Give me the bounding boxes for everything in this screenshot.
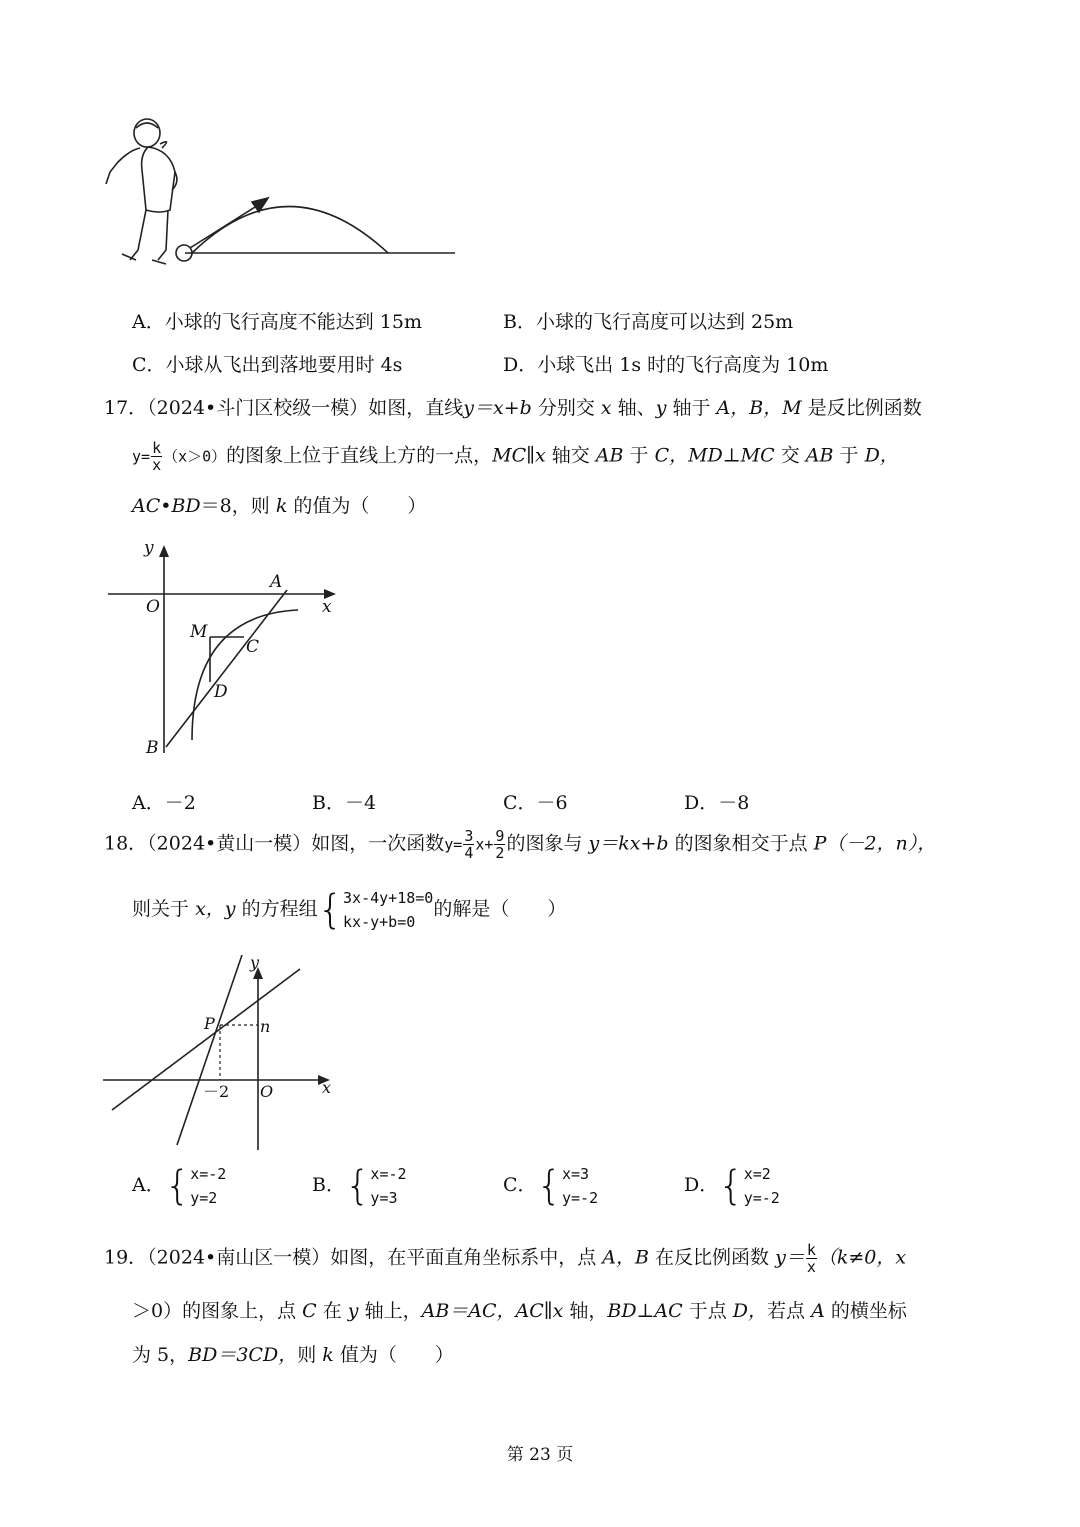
q18-label-neg2: －2 (203, 1082, 230, 1101)
q17-fraction: $\frac{k}{x}$ (152, 439, 162, 474)
q17-label-y: y (144, 538, 154, 558)
q19-line2: ＞0）的图象上，点 C 在 y 轴上，AB＝AC，AC∥x 轴，BD⊥AC 于点 D，若点 A 的横坐标 (132, 1300, 907, 1322)
q18-system-brace: { (317, 887, 344, 933)
q18-line1: 18．（2024•黄山一模）如图，一次函数y= $\frac{3}{4}$ x+ $\frac{9}{2}$ 的图象与 y＝kx+b 的图象相交于点 P（－2，n）， (104, 827, 937, 862)
q17-label-c: C (246, 637, 260, 657)
q17-label-a: A (270, 572, 283, 592)
q16-option-d: D．小球飞出 1s 时的飞行高度为 10m (503, 354, 829, 376)
q19-line1: 19．（2024•南山区一模）如图，在平面直角坐标系中，点 A，B 在反比例函数 y＝ $\frac{k}{x}$ （k≠0，x (104, 1241, 907, 1276)
q17-label-m: M (190, 622, 208, 642)
page-number: 第 23 页 (506, 1445, 574, 1465)
q18-label-o: O (260, 1082, 274, 1101)
q18-label-x: x (322, 1078, 332, 1097)
brace: { (718, 1163, 744, 1209)
q18-figure (100, 955, 340, 1155)
q18-line2: 则关于 x，y 的方程组{ 3x-4y+18=0 kx-y+b=0 的解是（ ） (132, 887, 567, 933)
brace: { (164, 1163, 191, 1209)
q18-label-y: y (250, 955, 260, 972)
q17-label-x: x (322, 597, 332, 617)
q17-label-b: B (146, 738, 159, 758)
q18-label-p: P (204, 1014, 215, 1033)
golf-figure (100, 110, 460, 290)
q17-option-c: C．－6 (503, 792, 568, 814)
q17-line2: y= $\frac{k}{x}$ （x＞0）的图象上位于直线上方的一点，MC∥x 轴交 AB 于 C，MD⊥MC 交 AB 于 D， (132, 439, 899, 474)
q18-option-b: B．{ x=-2 y=3 (312, 1163, 407, 1209)
q17-label-d: D (214, 682, 228, 702)
q18-fraction-1: $\frac{3}{4}$ (464, 827, 474, 862)
brace: { (344, 1163, 371, 1209)
q18-fraction-2: $\frac{9}{2}$ (495, 827, 505, 862)
q17-option-d: D．－8 (684, 792, 750, 814)
q18-option-c: C．{ x=3 y=-2 (503, 1163, 599, 1209)
q19-fraction: $\frac{k}{x}$ (806, 1241, 816, 1276)
q18-label-n: n (260, 1017, 271, 1036)
brace: { (536, 1163, 562, 1209)
q16-option-c: C．小球从飞出到落地要用时 4s (132, 354, 403, 376)
q18-option-d: D．{ x=2 y=-2 (684, 1163, 780, 1209)
q18-equation-system: 3x-4y+18=0 kx-y+b=0 (343, 889, 434, 931)
q17-line1: 17．（2024•斗门区校级一模）如图，直线y＝x+b 分别交 x 轴、y 轴于 A，B，M 是反比例函数 (104, 397, 922, 419)
q16-option-b: B．小球的飞行高度可以达到 25m (503, 311, 794, 333)
q17-option-b: B．－4 (312, 792, 377, 814)
q17-line3: AC•BD＝8，则 k 的值为（ ） (132, 495, 427, 517)
q16-option-a: A．小球的飞行高度不能达到 15m (132, 311, 422, 333)
q17-option-a: A．－2 (132, 792, 196, 814)
q17-label-o: O (146, 597, 160, 617)
q18-option-a: A．{ x=-2 y=2 (132, 1163, 227, 1209)
q19-line3: 为 5，BD＝3CD，则 k 值为（ ） (132, 1344, 454, 1366)
q17-figure (100, 535, 350, 765)
